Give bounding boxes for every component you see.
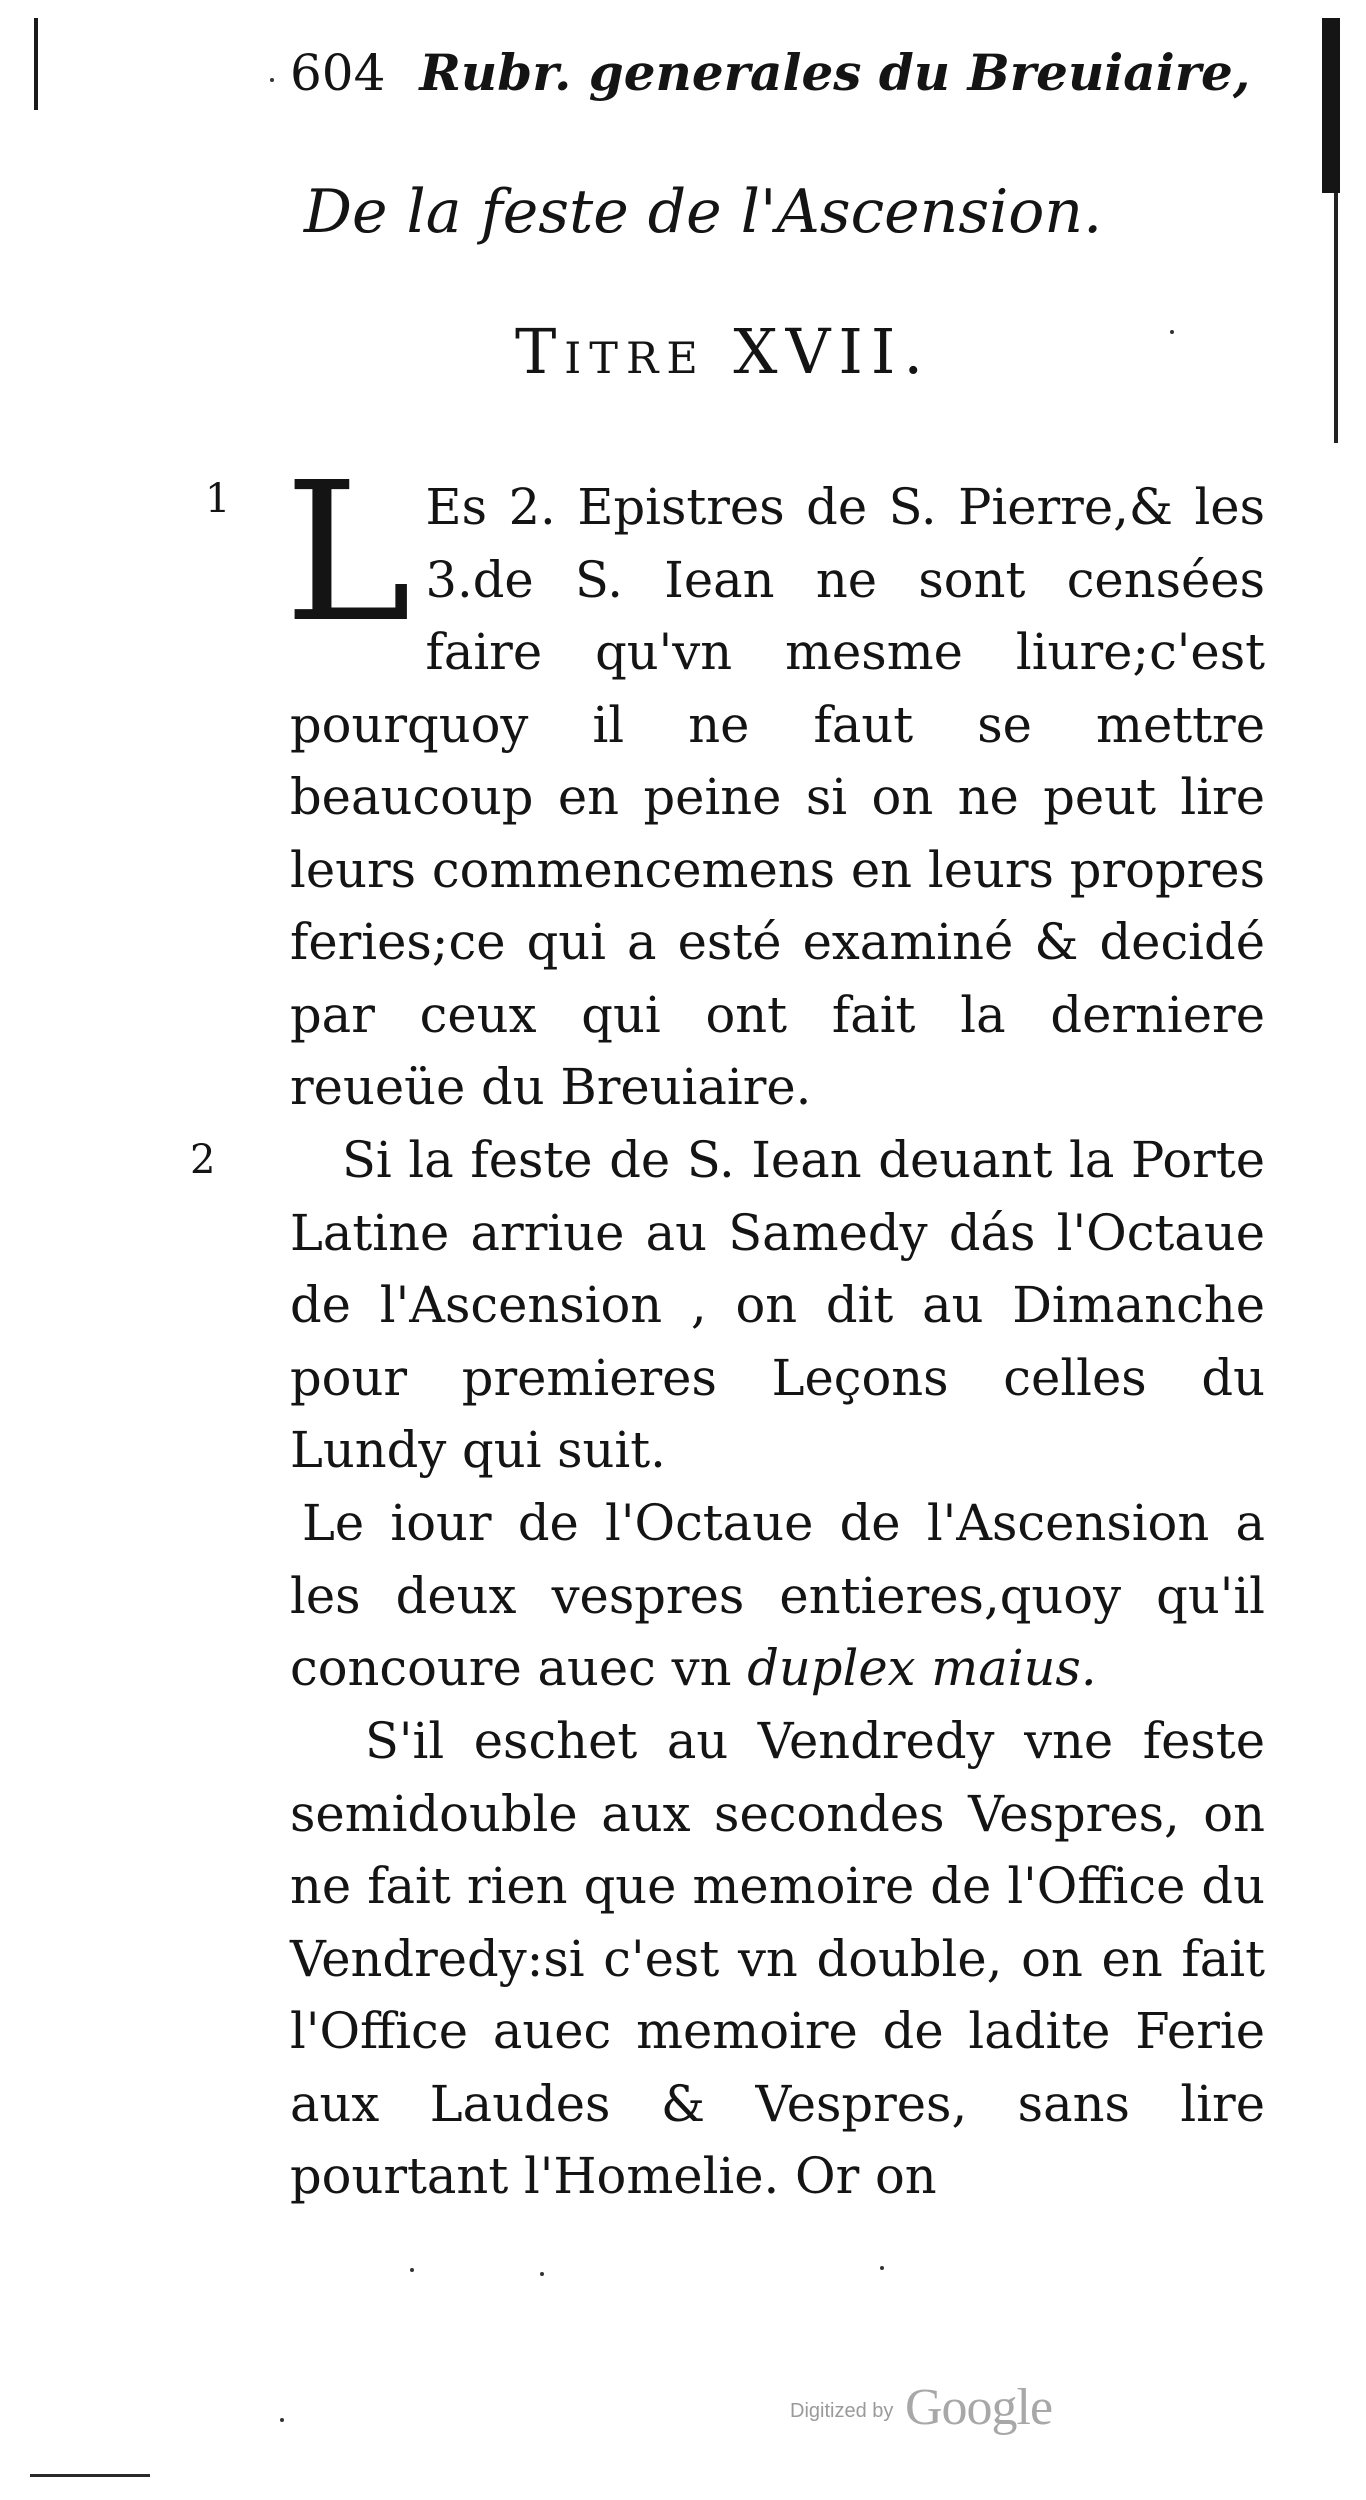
- ink-speck: [270, 78, 274, 82]
- ink-speck: [280, 2418, 284, 2422]
- page-edge-shadow-right: [1322, 18, 1340, 193]
- ink-speck: [1170, 330, 1174, 334]
- ink-speck: [540, 2272, 544, 2276]
- paragraph-4: S'il eschet au Vendredy vne feste semidouble aux secondes Vespres, on ne fait rien que memoire de l'Office du Vendredy:si c'est vn double, on en fait l'Office auec memoire de ladite Ferie aux Laudes & Vespres, sans lire pourtant l'Homelie. Or on: [290, 1712, 1265, 2205]
- paragraph-3-text: Le iour de l'Octaue de l'Ascension a les deux vespres entieres,quoy qu'il concoure auec vn: [290, 1494, 1265, 1697]
- page-number: 604: [290, 44, 386, 102]
- ink-speck: [880, 2266, 884, 2270]
- paragraph-number-1: 1: [205, 476, 231, 522]
- paragraph-2: Si la feste de S. Iean deuant la Porte Latine arriue au Samedy dás l'Octaue de l'Ascension , on dit au Dimanche pour premieres Leçons celles du Lundy qui suit.: [290, 1131, 1265, 1479]
- drop-cap: L: [284, 442, 412, 665]
- paragraph-1: [284, 442, 1265, 1124]
- page-header: [290, 38, 1251, 108]
- paragraph-number-2: 2: [190, 1137, 216, 1183]
- title-number: Titre XVII.: [514, 315, 932, 388]
- running-title: Rubr. generales du Breuiaire,: [419, 43, 1251, 102]
- paragraph-3: [290, 1487, 1265, 1705]
- google-watermark: Google: [905, 2379, 1053, 2436]
- paragraph-1-text: Es 2. Epistres de S. Pierre,& les 3.de S. Iean ne sont censées faire qu'vn mesme liure;c'est pourquoy il ne faut se mettre beaucoup en peine si on ne peut lire leurs commencemens en leurs propres feries;ce qui a esté examiné & decidé par ceux qui ont fait la derniere reueüe du Breuiaire.: [290, 478, 1265, 1116]
- page-edge-shadow-left: [34, 18, 38, 110]
- digitized-by-label: Digitized by: [790, 2400, 894, 2422]
- section-heading: De la feste de l'Ascension.: [303, 177, 1103, 247]
- ink-speck: [410, 2268, 414, 2272]
- paragraph-3-italic: duplex maius.: [747, 1639, 1097, 1697]
- bottom-edge-rule: [30, 2474, 150, 2477]
